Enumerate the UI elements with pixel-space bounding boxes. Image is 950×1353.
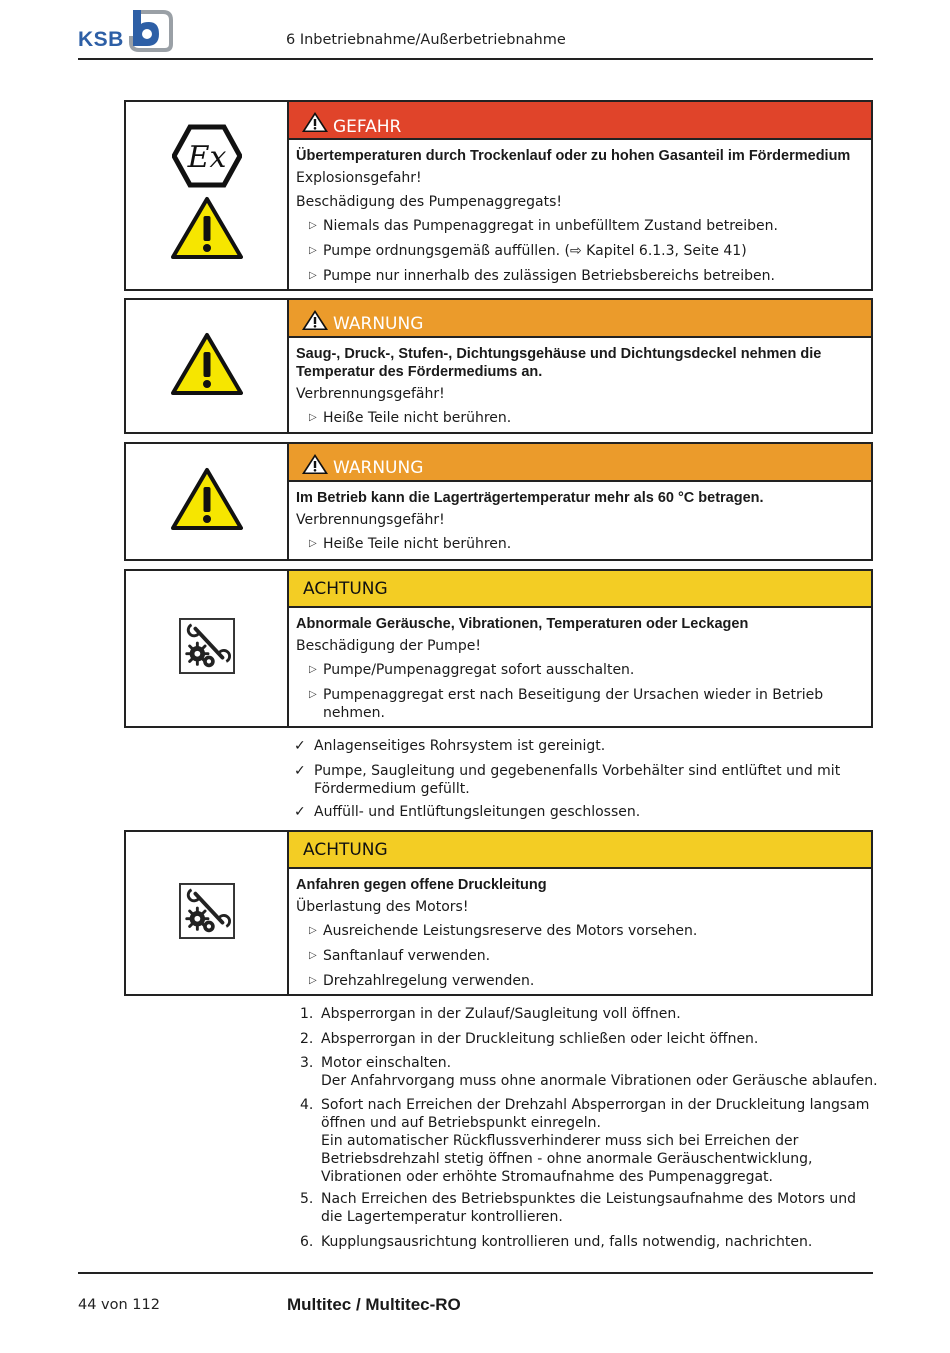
hazard-headline: Anfahren gegen offene Druckleitung: [296, 877, 547, 893]
signal-word: ACHTUNG: [303, 579, 388, 599]
hazard-headline: Übertemperaturen durch Trockenlauf oder zu hohen Gasanteil im Fördermedium: [296, 148, 851, 164]
checkmark-icon: ✓: [294, 738, 306, 754]
svg-text:Ex: Ex: [187, 140, 227, 175]
numbered-step: [300, 1096, 881, 1186]
warning-small-icon: [301, 452, 329, 476]
icon-column: [126, 571, 289, 726]
step-triangle-icon: ▷: [309, 689, 317, 700]
check-list-item: [294, 803, 874, 821]
icon-column: [126, 444, 289, 559]
step-text: Sofort nach Erreichen der Drehzahl Absperrorgan in der Druckleitung langsam öffnen und auf Betriebspunkt einregeln.: [321, 1097, 870, 1131]
numbered-step: [300, 1005, 881, 1023]
action-step: [296, 686, 863, 722]
warning-signal-band: [289, 300, 871, 338]
warning-triangle-icon: [171, 332, 243, 396]
caution-box: [124, 830, 873, 996]
hazard-headline: Im Betrieb kann die Lagerträgertemperatur mehr als 60 °C betragen.: [296, 490, 764, 506]
caution-box: [124, 569, 873, 728]
step-number: 2.: [300, 1031, 314, 1047]
step-text: Kupplungsausrichtung kontrollieren und, falls notwendig, nachrichten.: [321, 1234, 813, 1250]
checkmark-icon: ✓: [294, 763, 306, 779]
warning-box: [124, 298, 873, 434]
check-list-item: [294, 737, 874, 755]
numbered-step: [300, 1030, 881, 1048]
step-text: Pumpenaggregat erst nach Beseitigung der Ursachen wieder in Betrieb nehmen.: [323, 687, 824, 721]
numbered-step: [300, 1233, 881, 1251]
step-triangle-icon: ▷: [309, 412, 317, 423]
icon-column: [126, 832, 289, 994]
step-number: 5.: [300, 1191, 314, 1207]
warning-box: [124, 442, 873, 561]
hazard-headline: Abnormale Geräusche, Vibrationen, Temperaturen oder Leckagen: [296, 616, 749, 632]
step-text: Sanftanlauf verwenden.: [323, 948, 491, 964]
step-triangle-icon: ▷: [309, 220, 317, 231]
consequence-text: Beschädigung der Pumpe!: [296, 638, 481, 654]
tools-gears-icon: [179, 618, 235, 674]
step-text: Heiße Teile nicht berühren.: [323, 410, 512, 426]
signal-word: ACHTUNG: [303, 840, 388, 860]
action-step: [296, 661, 863, 679]
action-step: [296, 947, 863, 965]
consequence-text: Explosionsgefahr!: [296, 170, 422, 186]
consequence-text: Überlastung des Motors!: [296, 899, 469, 915]
step-text: Pumpe ordnungsgemäß auffüllen. (⇨ Kapitel 6.1.3, Seite 41): [323, 243, 747, 259]
warning-signal-band: [289, 444, 871, 482]
step-triangle-icon: ▷: [309, 270, 317, 281]
ksb-logo-icon: [125, 8, 175, 52]
signal-word: WARNUNG: [333, 458, 424, 478]
icon-column: [126, 102, 289, 289]
icon-column: [126, 300, 289, 432]
action-step: [296, 972, 863, 990]
action-step: [296, 535, 863, 553]
step-text: Ausreichende Leistungsreserve des Motors vorsehen.: [323, 923, 698, 939]
action-step: [296, 267, 863, 285]
check-text: Auffüll- und Entlüftungsleitungen geschlossen.: [314, 804, 641, 820]
danger-box: [124, 100, 873, 291]
warning-small-icon: [301, 110, 329, 134]
warning-small-icon: [301, 308, 329, 332]
ex-explosion-icon: [172, 124, 242, 188]
step-text: Motor einschalten.: [321, 1055, 452, 1071]
signal-word: WARNUNG: [333, 314, 424, 334]
check-text: Anlagenseitiges Rohrsystem ist gereinigt.: [314, 738, 606, 754]
warning-triangle-icon: [171, 196, 243, 260]
chapter-title: 6 Inbetriebnahme/Außerbetriebnahme: [286, 32, 566, 48]
step-triangle-icon: ▷: [309, 664, 317, 675]
step-text: Pumpe nur innerhalb des zulässigen Betriebsbereichs betreiben.: [323, 268, 775, 284]
step-triangle-icon: ▷: [309, 975, 317, 986]
step-triangle-icon: ▷: [309, 245, 317, 256]
action-step: [296, 922, 863, 940]
product-title: Multitec / Multitec-RO: [287, 1295, 461, 1314]
action-step: [296, 409, 863, 427]
step-triangle-icon: ▷: [309, 950, 317, 961]
brand-logo-text: KSB: [78, 28, 124, 51]
warning-triangle-icon: [171, 467, 243, 531]
consequence-text: Verbrennungsgefähr!: [296, 386, 445, 402]
check-text: Pumpe, Saugleitung und gegebenenfalls Vorbehälter sind entlüftet und mit Fördermedium gefüllt.: [314, 763, 841, 797]
step-text: Absperrorgan in der Druckleitung schließen oder leicht öffnen.: [321, 1031, 759, 1047]
step-text: Absperrorgan in der Zulauf/Saugleitung voll öffnen.: [321, 1006, 681, 1022]
signal-word: GEFAHR: [333, 117, 402, 137]
danger-signal-band: [289, 102, 871, 140]
check-list-item: [294, 762, 874, 798]
step-text: Drehzahlregelung verwenden.: [323, 973, 535, 989]
checkmark-icon: ✓: [294, 804, 306, 820]
step-text: Nach Erreichen des Betriebspunktes die Leistungsaufnahme des Motors und die Lagertemperatur kontrollieren.: [321, 1191, 856, 1225]
numbered-step: [300, 1054, 881, 1090]
tools-gears-icon: [179, 883, 235, 939]
hazard-headline: Saug-, Druck-, Stufen-, Dichtungsgehäuse und Dichtungsdeckel nehmen die Temperatur des Fördermediums an.: [296, 346, 822, 380]
caution-signal-band: [289, 832, 871, 869]
step-text: Pumpe/Pumpenaggregat sofort ausschalten.: [323, 662, 635, 678]
step-number: 1.: [300, 1006, 314, 1022]
action-step: [296, 217, 863, 235]
step-text: Niemals das Pumpenaggregat in unbefülltem Zustand betreiben.: [323, 218, 778, 234]
consequence-text: Beschädigung des Pumpenaggregats!: [296, 194, 563, 210]
footer-rule: [78, 1272, 873, 1274]
numbered-step: [300, 1190, 881, 1226]
step-triangle-icon: ▷: [309, 538, 317, 549]
step-number: 6.: [300, 1234, 314, 1250]
consequence-text: Verbrennungsgefähr!: [296, 512, 445, 528]
action-step: [296, 242, 863, 260]
header-rule: [78, 58, 873, 60]
step-triangle-icon: ▷: [309, 925, 317, 936]
step-note: Ein automatischer Rückflussverhinderer muss sich bei Erreichen der Betriebsdrehzahl stetig öffnen - ohne anormale Geräuschentwicklung, Vibrationen oder erhöhte Stromaufnahme des Pumpenaggregat.: [321, 1133, 813, 1185]
caution-signal-band: [289, 571, 871, 608]
step-number: 3.: [300, 1055, 314, 1071]
page-number: 44 von 112: [78, 1297, 160, 1313]
step-number: 4.: [300, 1097, 314, 1113]
step-note: Der Anfahrvorgang muss ohne anormale Vibrationen oder Geräusche ablaufen.: [321, 1073, 878, 1089]
step-text: Heiße Teile nicht berühren.: [323, 536, 512, 552]
